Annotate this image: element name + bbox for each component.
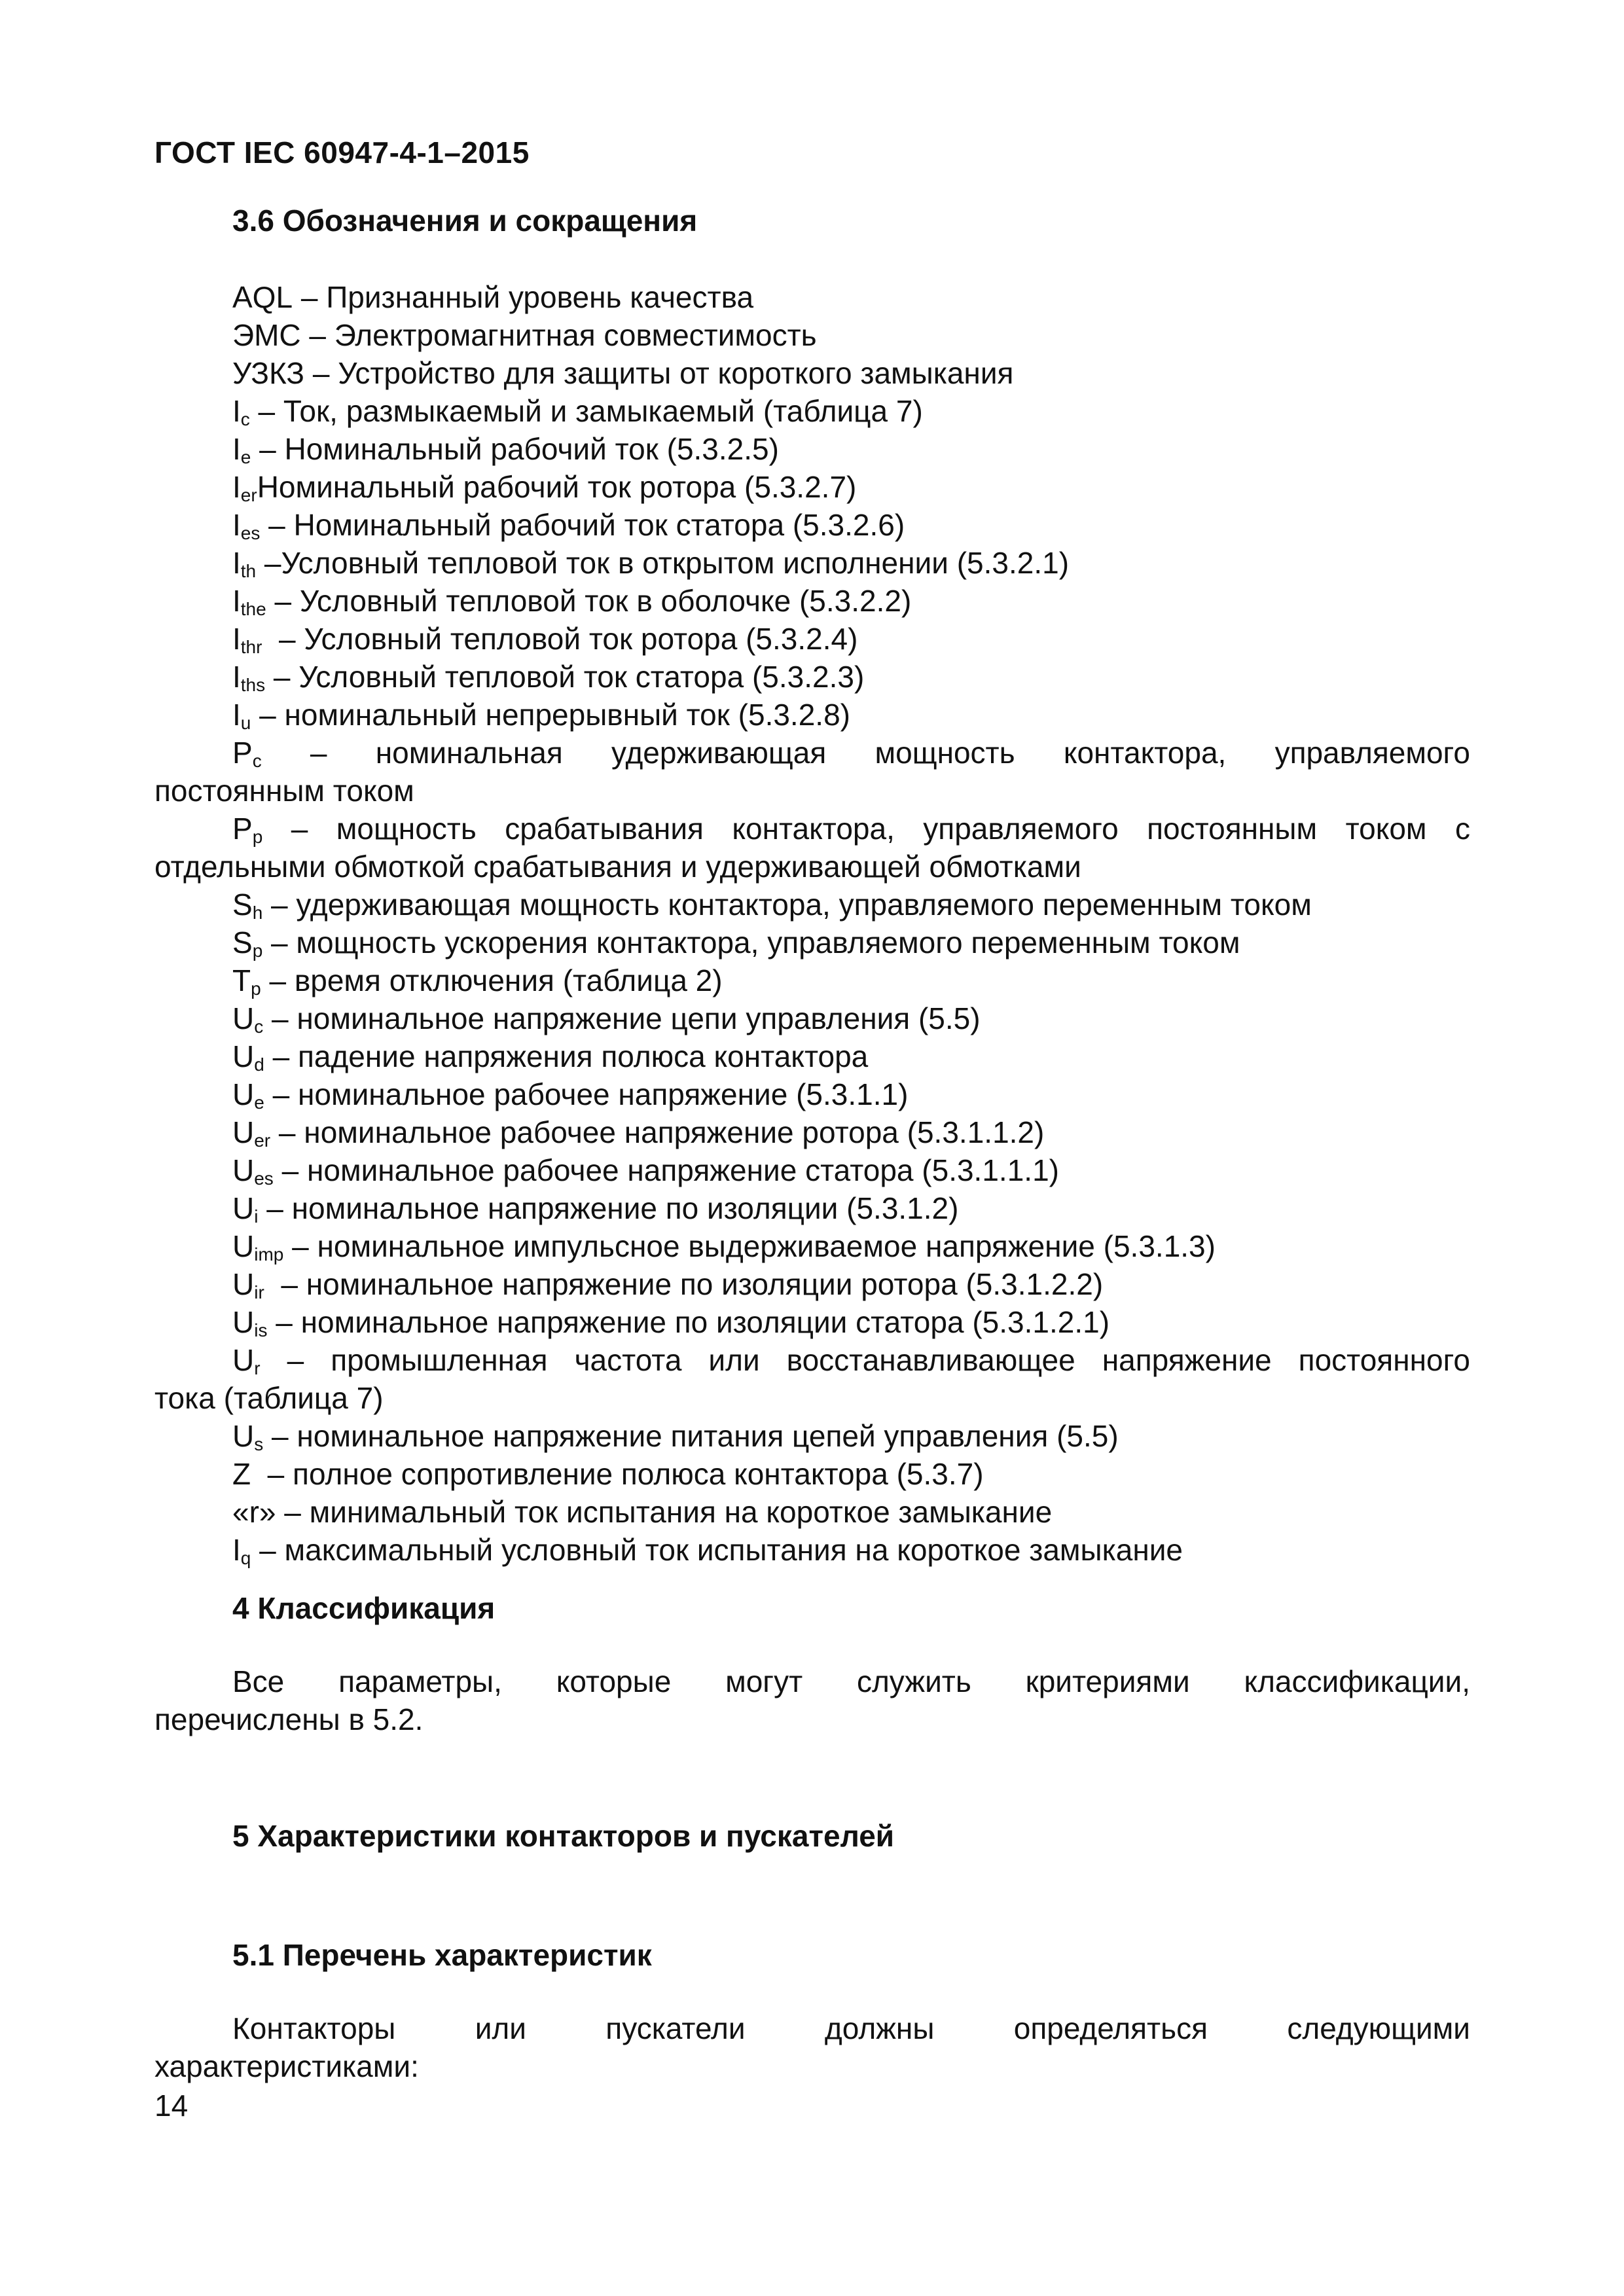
section-4-paragraph-line-1: Все параметры, которые могут служить критериями классификации, <box>232 1664 1470 1698</box>
symbol-definition: – номинальное рабочее напряжение статора (5.3.1.1.1) <box>273 1153 1059 1187</box>
symbol: AQL <box>232 280 293 314</box>
symbol-entry <box>154 999 1470 1037</box>
symbol-entry-ur: $U_r$ – промышленная частота или восстанавливающее напряжение постоянного <box>232 1343 1470 1378</box>
symbol: I <box>232 622 241 656</box>
symbol-entry <box>154 1417 1470 1455</box>
symbol-entry <box>154 1151 1470 1189</box>
symbol: I <box>232 660 241 694</box>
symbol-definition: – Устройство для защиты от короткого замыкания <box>304 356 1014 390</box>
symbol-definition: – номинальное напряжение питания цепей управления (5.5) <box>263 1419 1119 1453</box>
symbol-entry <box>154 316 1470 354</box>
symbol-subscript: es <box>240 523 261 543</box>
symbol-subscript: c <box>240 409 250 429</box>
symbol: I <box>232 470 241 504</box>
symbol-definition: – мощность ускорения контактора, управляемого переменным током <box>262 925 1240 960</box>
symbol: I <box>232 546 241 580</box>
symbol-entry <box>154 1493 1470 1531</box>
symbol-entry <box>154 544 1470 582</box>
symbols-list <box>154 278 1470 1569</box>
symbol: S <box>232 888 253 922</box>
symbol-entry <box>154 1189 1470 1227</box>
symbol: U <box>232 1077 255 1111</box>
symbol: I <box>232 432 241 466</box>
symbol-entry-pp-continuation: отдельными обмоткой срабатывания и удерживающей обмотками <box>154 850 1081 884</box>
symbol: U <box>232 1115 255 1149</box>
symbol-subscript: e <box>254 1092 264 1113</box>
symbol-entry-pc: $P_c$ – номинальная удерживающая мощность контактора, управляемого <box>232 736 1470 771</box>
symbol-subscript: is <box>254 1320 268 1340</box>
symbol-definition: – падение напряжения полюса контактора <box>264 1039 869 1073</box>
symbol-entry-pc-continuation: постоянным током <box>154 774 414 808</box>
symbol-subscript: h <box>252 903 263 923</box>
symbol-definition: – удерживающая мощность контактора, управляемого переменным током <box>262 888 1312 922</box>
symbol-subscript: ir <box>254 1282 264 1302</box>
symbol-definition: – Номинальный рабочий ток статора (5.3.2.6) <box>260 508 905 542</box>
section-4-heading: 4 Классификация <box>232 1591 496 1625</box>
symbol-definition: – Ток, размыкаемый и замыкаемый (таблица 7) <box>249 394 923 428</box>
symbol-subscript: i <box>254 1206 259 1227</box>
symbol: U <box>232 1001 255 1035</box>
symbol-entry <box>154 658 1470 696</box>
symbol-subscript: p <box>251 978 261 999</box>
symbol-entry-pp: $P_p$ – мощность срабатывания контактора, управляемого постоянным током с <box>232 812 1470 847</box>
symbol-entry <box>154 354 1470 392</box>
symbol: U <box>232 1229 255 1263</box>
symbol-entry <box>154 1037 1470 1075</box>
section-5-1-paragraph-line-1: Контакторы или пускатели должны определяться следующими <box>232 2011 1470 2045</box>
symbol-definition: – время отключения (таблица 2) <box>261 963 723 997</box>
symbol-entry <box>154 1075 1470 1113</box>
symbol: U <box>232 1039 255 1073</box>
section-3-6-heading: 3.6 Обозначения и сокращения <box>232 204 698 238</box>
symbol-subscript: the <box>240 599 266 619</box>
symbol-subscript: p <box>252 941 263 961</box>
section-5-heading: 5 Характеристики контакторов и пускателей <box>232 1819 895 1853</box>
symbol-definition: – номинальное импульсное выдерживаемое напряжение (5.3.1.3) <box>283 1229 1216 1263</box>
symbol: U <box>232 1191 255 1225</box>
symbol-subscript: thr <box>240 637 262 657</box>
symbol-entry <box>154 392 1470 430</box>
symbol-entry <box>154 468 1470 506</box>
symbol-entry <box>154 886 1470 924</box>
symbol-subscript: u <box>240 713 251 733</box>
symbol-subscript: e <box>240 447 251 467</box>
symbol: I <box>232 394 241 428</box>
symbol-definition: – номинальное рабочее напряжение (5.3.1.1) <box>264 1077 909 1111</box>
symbol-subscript: es <box>254 1168 274 1189</box>
symbol: I <box>232 584 241 618</box>
symbol-definition: – Условный тепловой ток статора (5.3.2.3) <box>265 660 865 694</box>
symbol-definition: – номинальное напряжение по изоляции ротора (5.3.1.2.2) <box>264 1267 1104 1301</box>
symbol: U <box>232 1305 255 1339</box>
symbol-entry <box>154 1227 1470 1265</box>
symbol-entry <box>154 1113 1470 1151</box>
symbol-entry <box>154 1303 1470 1341</box>
section-5-1-heading: 5.1 Перечень характеристик <box>232 1938 652 1972</box>
symbol-definition: – номинальное напряжение по изоляции статора (5.3.1.2.1) <box>267 1305 1110 1339</box>
symbol-definition: – полное сопротивление полюса контактора (5.3.7) <box>251 1457 984 1491</box>
symbol-entry <box>154 430 1470 468</box>
symbol: «r» <box>232 1495 276 1529</box>
symbol: S <box>232 925 253 960</box>
symbol-entry <box>154 961 1470 999</box>
symbol-subscript: imp <box>254 1244 284 1265</box>
symbol-definition: – Признанный уровень качества <box>293 280 754 314</box>
symbol-subscript: er <box>254 1130 271 1151</box>
symbol-entry <box>154 278 1470 316</box>
symbol-subscript: c <box>254 1016 264 1037</box>
symbol-definition: – Условный тепловой ток в оболочке (5.3.2.2) <box>266 584 912 618</box>
symbol-entry <box>154 506 1470 544</box>
symbol-definition: – номинальное напряжение по изоляции (5.3.1.2) <box>258 1191 959 1225</box>
symbol: U <box>232 1267 255 1301</box>
symbol-entry <box>154 620 1470 658</box>
section-5-1-paragraph-line-2: характеристиками: <box>154 2049 419 2083</box>
symbol-definition: – Электромагнитная совместимость <box>300 318 817 352</box>
symbol: U <box>232 1419 255 1453</box>
symbol-subscript: ths <box>240 675 266 695</box>
symbol-entry-ur-continuation: тока (таблица 7) <box>154 1381 384 1415</box>
section-4-paragraph <box>154 1662 1470 1738</box>
symbol-subscript: q <box>240 1548 251 1568</box>
symbol: УЗКЗ <box>232 356 305 390</box>
symbol-definition: – минимальный ток испытания на короткое замыкание <box>276 1495 1053 1529</box>
symbol-entry <box>154 924 1470 961</box>
symbol-subscript: d <box>254 1054 264 1075</box>
symbol-entry <box>154 1265 1470 1303</box>
section-5-1-paragraph <box>154 2009 1470 2085</box>
symbol-definition: – номинальный непрерывный ток (5.3.2.8) <box>251 698 850 732</box>
symbol-entry <box>154 582 1470 620</box>
symbol: U <box>232 1153 255 1187</box>
symbol-entry <box>154 1455 1470 1493</box>
symbol-definition: –Условный тепловой ток в открытом исполнении (5.3.2.1) <box>256 546 1070 580</box>
symbol: I <box>232 698 241 732</box>
document-code-header: ГОСТ IEC 60947-4-1–2015 <box>154 135 530 170</box>
section-4-paragraph-line-2: перечислены в 5.2. <box>154 1702 424 1736</box>
page-number: 14 <box>154 2089 189 2123</box>
symbol-definition: – Номинальный рабочий ток (5.3.2.5) <box>251 432 779 466</box>
symbol: ЭМС <box>232 318 301 352</box>
symbol: I <box>232 1533 241 1567</box>
symbol-definition: Номинальный рабочий ток ротора (5.3.2.7) <box>257 470 857 504</box>
symbol-subscript: er <box>240 485 257 505</box>
symbol-definition: – номинальное напряжение цепи управления (5.5) <box>263 1001 981 1035</box>
symbol-entry <box>154 1531 1470 1569</box>
symbol-subscript: s <box>254 1434 264 1454</box>
symbol-definition: – номинальное рабочее напряжение ротора (5.3.1.1.2) <box>270 1115 1045 1149</box>
symbol-definition: – максимальный условный ток испытания на короткое замыкание <box>251 1533 1183 1567</box>
symbol-entry <box>154 696 1470 734</box>
symbol-subscript: th <box>240 561 257 581</box>
symbol: T <box>232 963 251 997</box>
symbol: I <box>232 508 241 542</box>
symbol: Z <box>232 1457 251 1491</box>
symbol-definition: – Условный тепловой ток ротора (5.3.2.4) <box>262 622 858 656</box>
